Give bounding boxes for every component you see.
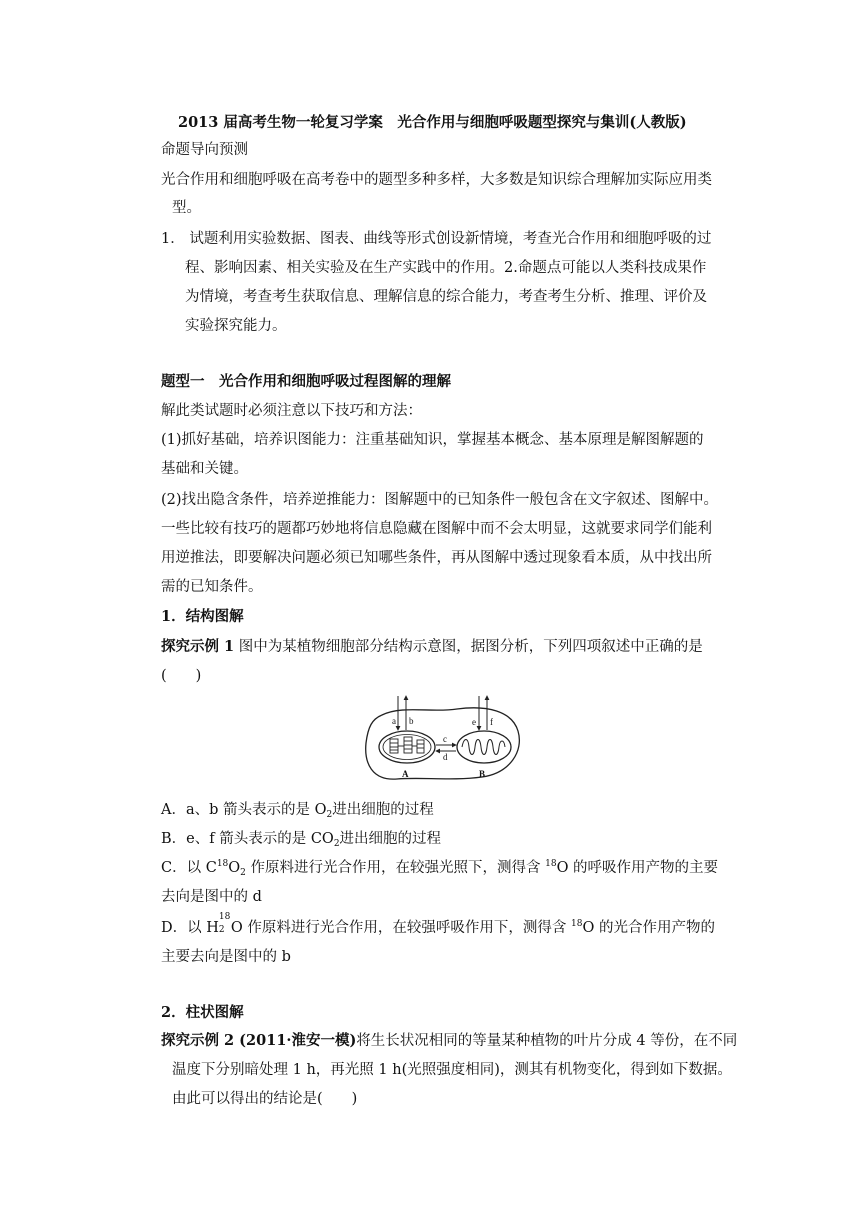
option-C-text-2: 作原料进行光合作用，在较强光照下，测得含 [245, 860, 546, 876]
label-a: a [392, 716, 396, 726]
document-title: 2013 届高考生物一轮复习学案 光合作用与细胞呼吸题型探究与集训(人教版) [178, 114, 687, 131]
option-D-text-2: O 作原料进行光合作用，在较强呼吸作用下，测得含 [230, 920, 571, 936]
option-C-line2: 去向是图中的 d [161, 889, 262, 905]
paragraph-line: 解此类试题时必须注意以下技巧和方法： [161, 403, 422, 419]
example2-line: 温度下分别暗处理 1 h，再光照 1 h(光照强度相同)，测其有机物变化，得到如下数据。 [172, 1062, 732, 1078]
example2-text: 将生长状况相同的等量某种植物的叶片分成 4 等份，在不同 [356, 1033, 738, 1049]
example2-line: 由此可以得出的结论是( ) [172, 1091, 358, 1107]
mitochondrion-B [457, 731, 511, 763]
example1-label: 探究示例 1 [161, 638, 235, 655]
subsection-heading-structure: 1．结构图解 [161, 608, 244, 625]
option-C [161, 858, 718, 878]
option-D-line2: 主要去向是图中的 b [161, 949, 291, 965]
paragraph-line: 用逆推法，即要解决问题必须已知哪些条件，再从图解中透过现象看本质，从中找出所 [161, 550, 712, 566]
intro-paragraph-line: 光合作用和细胞呼吸在高考卷中的题型多种多样，大多数是知识综合理解加实际应用类 [161, 172, 712, 188]
option-A-text: A．a、b 箭头表示的是 O [161, 802, 327, 818]
section-heading-type1: 题型一 光合作用和细胞呼吸过程图解的理解 [161, 373, 451, 390]
option-D-text-3: O 的光合作用产物的 [582, 920, 715, 936]
option-B-text: B．e、f 箭头表示的是 CO [161, 831, 334, 847]
option-A-subscript: 2 [326, 810, 333, 820]
option-C-text: C．以 C [161, 860, 217, 876]
paragraph-line: (2)找出隐含条件，培养逆推能力：图解题中的已知条件一般包含在文字叙述、图解中。 [161, 492, 719, 508]
option-D-text: D．以 H [161, 920, 219, 936]
label-b: b [409, 716, 414, 726]
option-B-text-end: 进出细胞的过程 [339, 831, 442, 847]
example1-line [161, 637, 703, 657]
label-B: B [479, 769, 486, 779]
paragraph-line: 一些比较有技巧的题都巧妙地将信息隐藏在图解中而不会太明显，这就要求同学们能利 [161, 521, 712, 537]
paragraph-line: (1)抓好基础，培养识图能力：注重基础知识，掌握基本概念、基本原理是解图解题的 [161, 432, 704, 448]
option-B-subscript: 2 [333, 839, 340, 849]
label-d: d [443, 752, 448, 762]
example1-answer-paren: ( ) [161, 668, 202, 684]
option-B [161, 829, 441, 849]
list-item-line: 实验探究能力。 [185, 318, 287, 334]
subsection-heading-bar: 2．柱状图解 [161, 1004, 244, 1021]
intro-paragraph-line: 型。 [172, 200, 201, 216]
label-f: f [490, 717, 493, 727]
example2-line [161, 1031, 737, 1051]
example2-label: 探究示例 2 (2011·淮安一模) [161, 1032, 357, 1049]
chloroplast-A [379, 731, 435, 763]
section-heading-forecast: 命题导向预测 [161, 142, 248, 158]
option-A [161, 800, 434, 820]
option-C-superscript: 18 [216, 859, 229, 869]
thylakoid-stacks [390, 737, 424, 753]
option-D [161, 912, 715, 938]
option-C-text-3: O 的呼吸作用产物的主要 [556, 860, 719, 876]
list-item-line: 为情境，考查考生获取信息、理解信息的综合能力，考查考生分析、推理、评价及 [185, 289, 707, 305]
cell-structure-figure [362, 693, 524, 783]
label-c: c [443, 734, 447, 744]
label-e: e [472, 717, 476, 727]
label-A: A [402, 769, 409, 779]
option-A-text-end: 进出细胞的过程 [332, 802, 434, 818]
example1-text: 图中为某植物细胞部分结构示意图，据图分析，下列四项叙述中正确的是 [234, 639, 703, 655]
option-D-superscript-2: 18 [571, 919, 583, 929]
cristae [462, 740, 505, 755]
list-item-line: 1． 试题利用实验数据、图表、曲线等形式创设新情境，考查光合作用和细胞呼吸的过 [161, 231, 712, 247]
option-C-text-mid: O [228, 860, 241, 876]
option-C-subscript: 2 [240, 868, 246, 878]
option-C-superscript-2: 18 [545, 859, 557, 869]
list-item-line: 程、影响因素、相关实验及在生产实践中的作用。2.命题点可能以人类科技成果作 [185, 260, 707, 276]
paragraph-line: 需的已知条件。 [161, 579, 263, 595]
paragraph-line: 基础和关键。 [161, 461, 248, 477]
option-D-script: 18 2 [218, 912, 231, 935]
